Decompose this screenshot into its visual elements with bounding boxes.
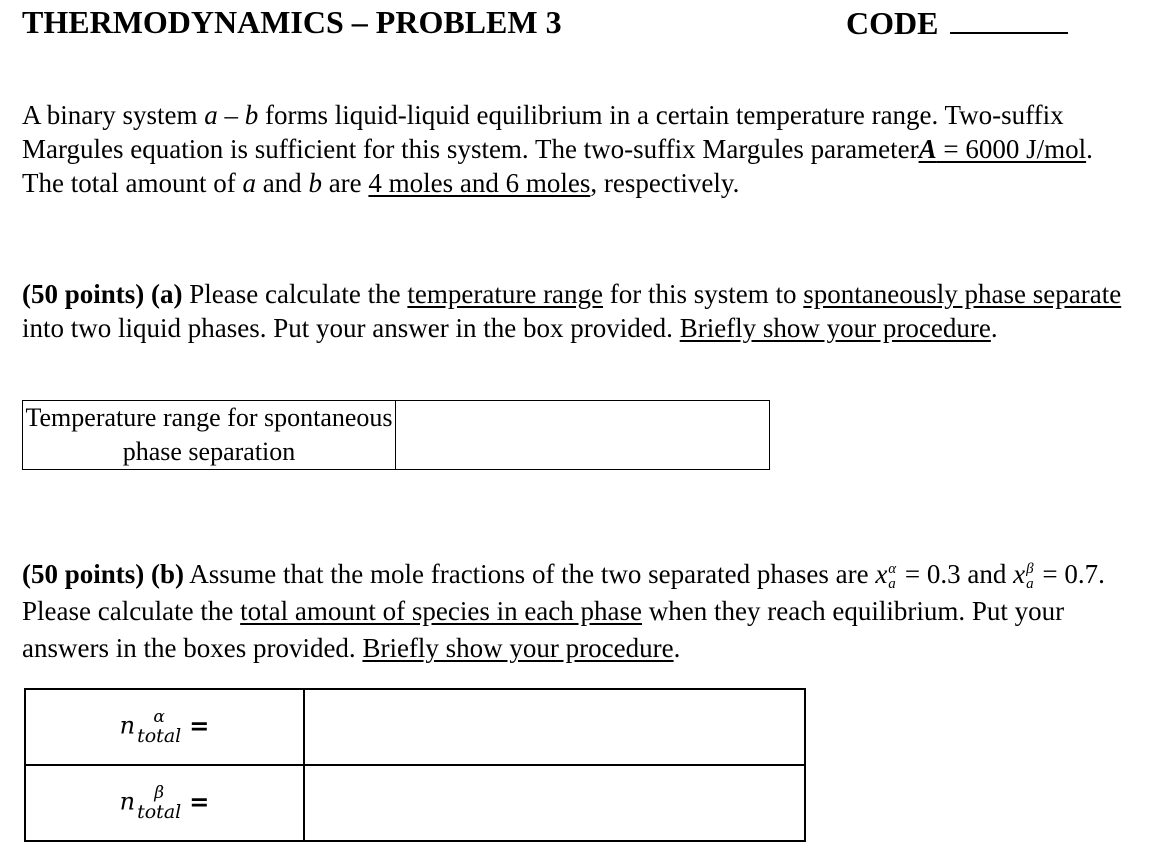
margules-parameter xyxy=(919,134,1087,164)
alpha-a-indices xyxy=(888,562,896,592)
text: Please calculate the xyxy=(182,279,408,309)
text: when they reach equilibrium. Put your answers in the boxes provided. xyxy=(22,596,1065,663)
text: . xyxy=(673,633,681,663)
part-b-question xyxy=(22,556,1132,667)
text: total amount of species in each phase xyxy=(240,596,643,626)
species-b: b xyxy=(308,168,322,198)
parameter-value: = 6000 J/mol xyxy=(936,134,1087,164)
n-symbol: n xyxy=(119,787,136,816)
text: A binary system xyxy=(22,100,205,130)
text: forms liquid-liquid equilibrium in a certain temperature range. Two-suffix Margules equation is sufficient for this system. The two-suffix Margules parameter xyxy=(22,100,1064,164)
text: for this system to xyxy=(603,279,804,309)
problem-intro xyxy=(22,98,1132,200)
text: . The total amount of xyxy=(22,134,1093,198)
n-total-alpha-label xyxy=(25,689,304,765)
mole-amounts: 4 moles and 6 moles xyxy=(368,168,591,198)
part-a-question xyxy=(22,277,1132,345)
code-field xyxy=(846,4,1068,42)
n-indices xyxy=(137,784,181,822)
a-subscript: a xyxy=(1026,575,1034,592)
table-row xyxy=(25,765,805,841)
text: temperature range xyxy=(407,279,604,309)
beta-a-indices xyxy=(1026,562,1034,592)
value: = 0.7. Please calculate the xyxy=(22,559,1105,626)
species-a: a xyxy=(242,168,256,198)
text: Briefly show your procedure xyxy=(362,633,674,663)
species-a: a xyxy=(204,100,218,130)
total-subscript: total xyxy=(137,801,182,823)
code-label: CODE xyxy=(846,5,939,41)
text: . xyxy=(990,313,998,343)
part-b-points: (50 points) (b) xyxy=(22,559,185,589)
beta-superscript: β xyxy=(1026,560,1034,577)
part-b-answer-table xyxy=(24,688,806,842)
n-total-beta-answer-box[interactable] xyxy=(304,765,805,841)
text: are xyxy=(321,168,369,198)
mole-fraction-x: x xyxy=(1013,559,1026,589)
text: , respectively. xyxy=(590,168,740,198)
alpha-superscript: α xyxy=(153,707,165,727)
text: Assume that the mole fractions of the two separated phases are xyxy=(184,559,876,589)
text: – xyxy=(217,100,245,130)
text: Briefly show your procedure xyxy=(679,313,991,343)
part-a-points: (50 points) (a) xyxy=(22,279,183,309)
a-subscript: a xyxy=(888,575,896,592)
species-b: b xyxy=(244,100,259,130)
temperature-range-answer-box[interactable] xyxy=(396,401,770,470)
equals-sign: = xyxy=(189,787,210,816)
mole-fraction-x: x xyxy=(875,559,888,589)
equals-sign: = xyxy=(189,711,210,740)
n-symbol: n xyxy=(119,711,136,740)
table-row xyxy=(25,689,805,765)
value: = 0.3 and xyxy=(898,559,1014,589)
beta-superscript: β xyxy=(154,783,165,803)
n-indices xyxy=(137,708,181,746)
alpha-superscript: α xyxy=(888,560,897,577)
total-subscript: total xyxy=(137,725,182,747)
text: spontaneously phase separate xyxy=(803,279,1122,309)
parameter-a: A xyxy=(918,134,937,164)
n-total-alpha-answer-box[interactable] xyxy=(304,689,805,765)
n-total-beta-label xyxy=(25,765,304,841)
part-a-answer-table xyxy=(22,400,770,470)
page-title: THERMODYNAMICS – PROBLEM 3 xyxy=(22,4,562,40)
temperature-range-label: Temperature range for spontaneous phase separation xyxy=(23,401,396,470)
code-blank[interactable] xyxy=(950,4,1068,34)
text: and xyxy=(255,168,309,198)
text: into two liquid phases. Put your answer in the box provided. xyxy=(22,313,680,343)
